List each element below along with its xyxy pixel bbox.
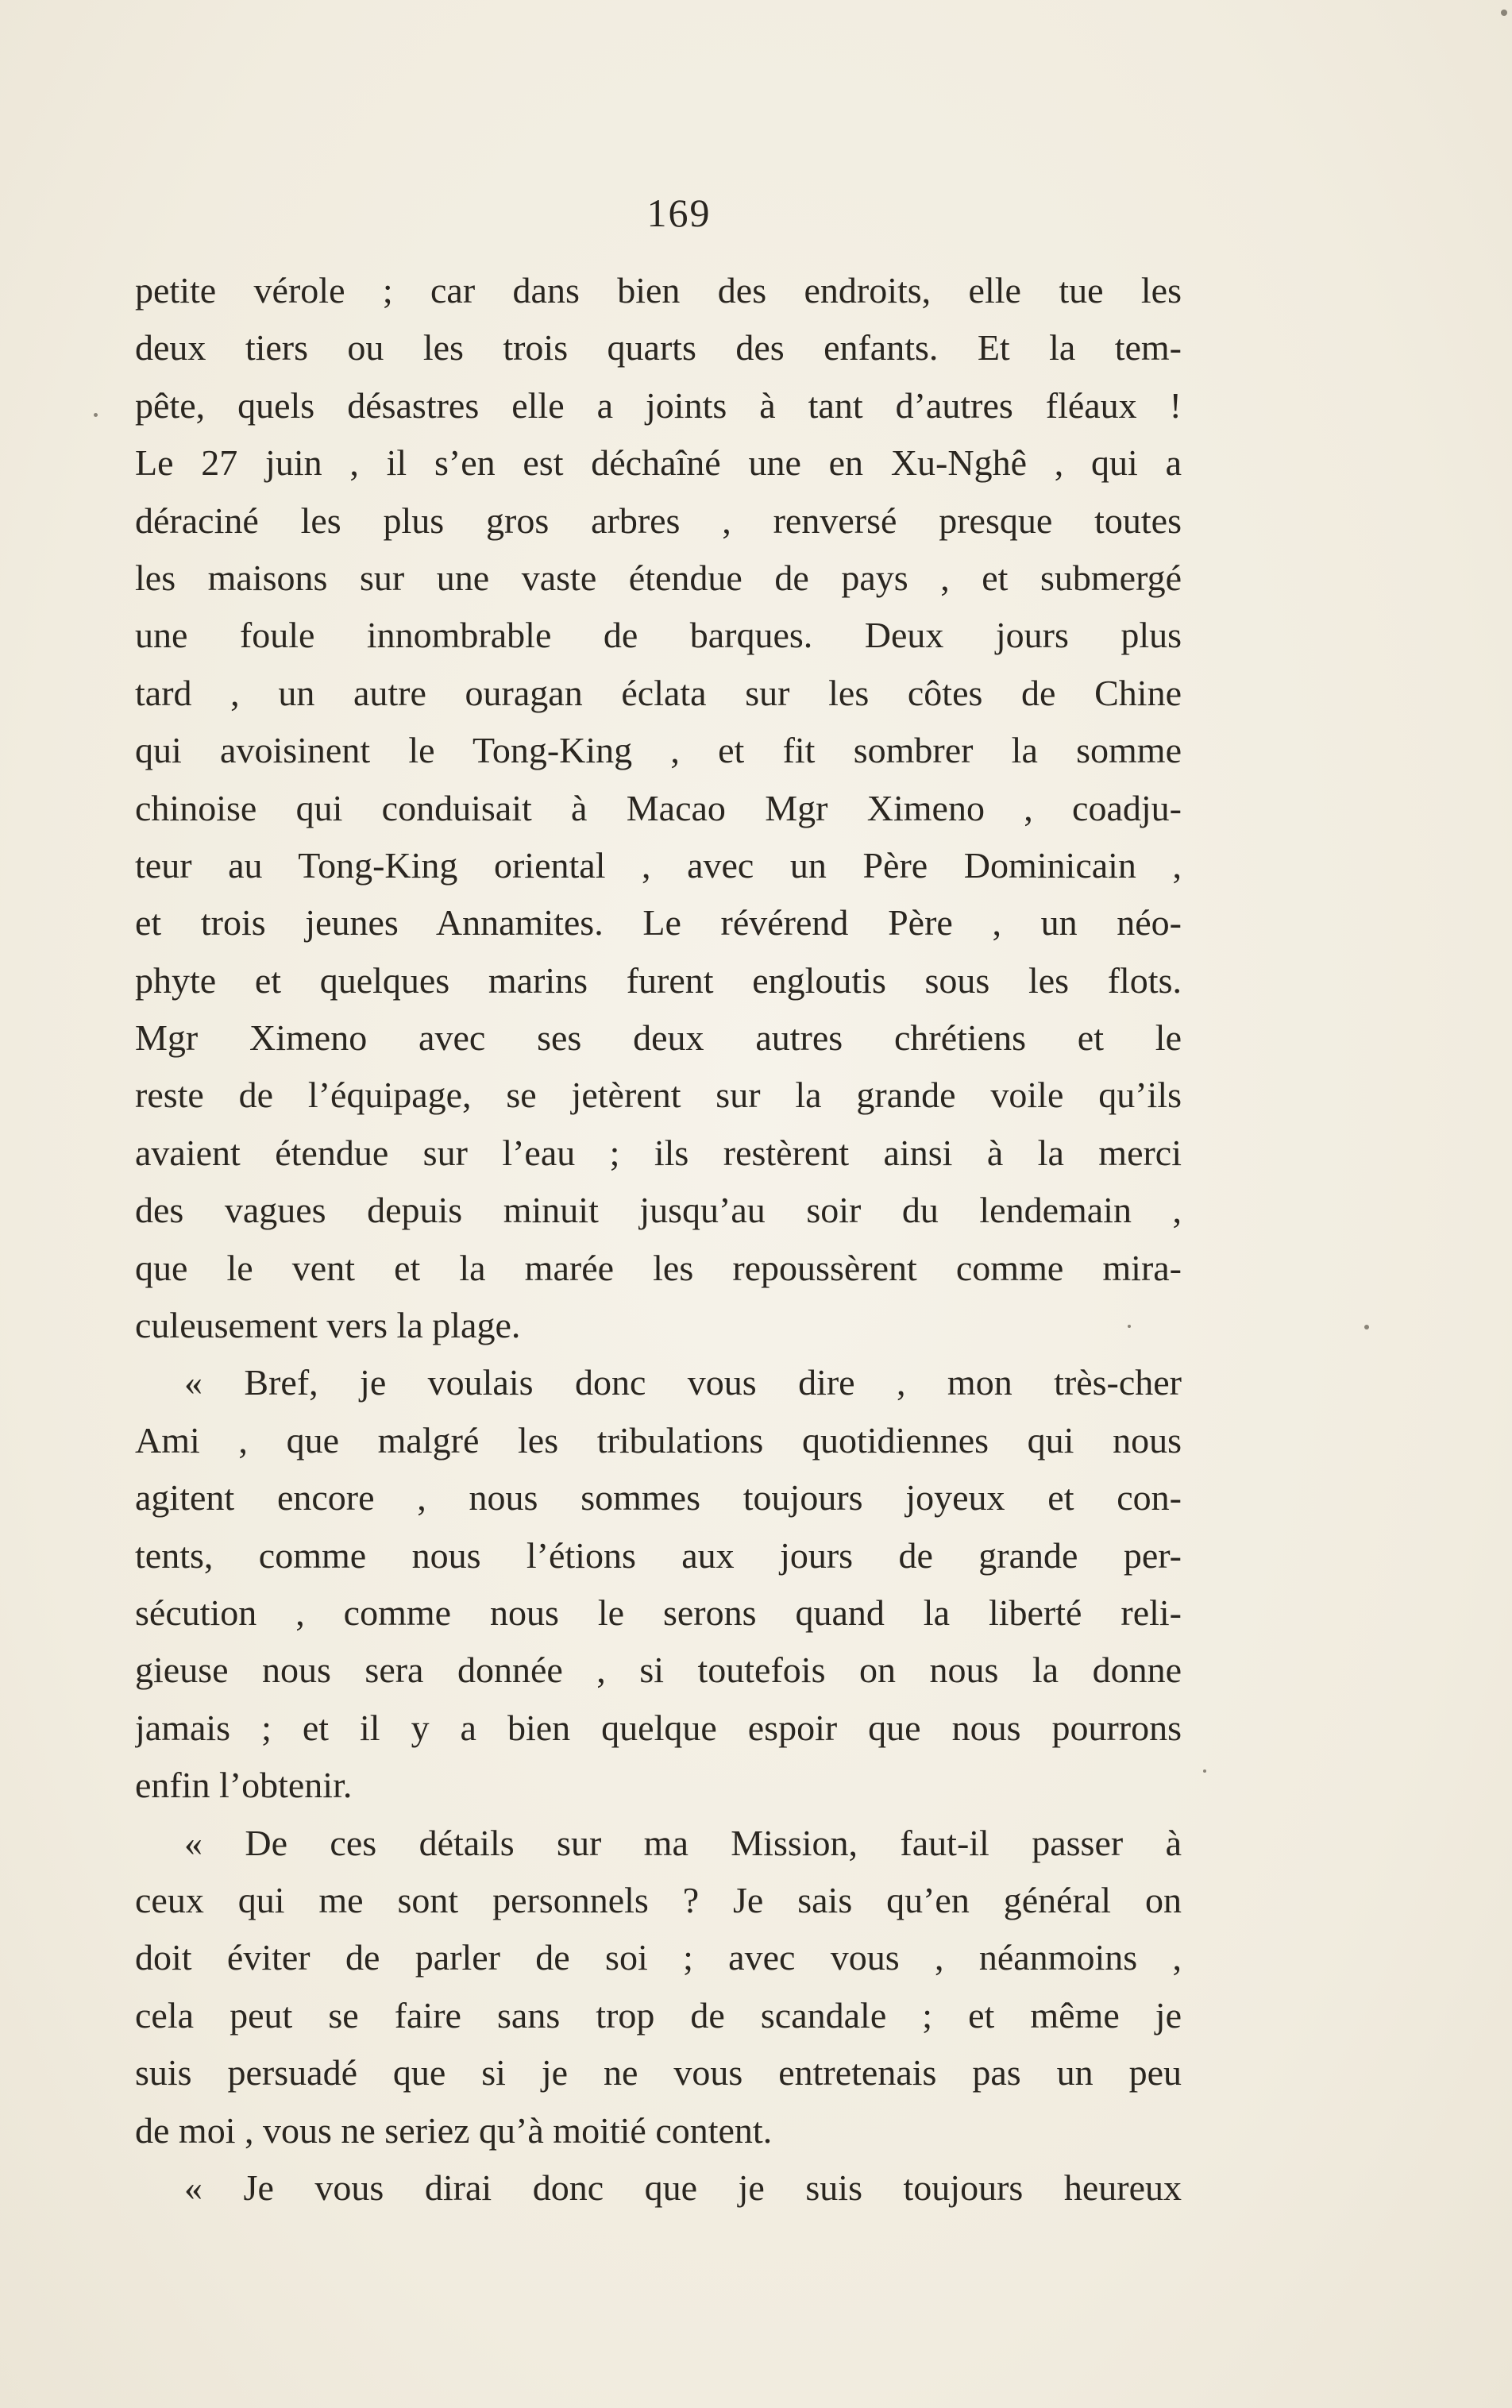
text-line: que le vent et la marée les repoussèrent comme mira- [135,1247,1182,1288]
text-line: pête, quels désastres elle a joints à tant d’autres fléaux ! [135,384,1182,426]
text-line: tard , un autre ouragan éclata sur les côtes de Chine [135,672,1182,713]
text-line: « Bref, je voulais donc vous dire , mon très-cher [184,1362,1182,1403]
page-number: 169 [646,191,712,235]
text-line: chinoise qui conduisait à Macao Mgr Ximeno , coadju- [135,787,1182,828]
text-line: culeusement vers la plage. [135,1305,521,1346]
text-line: « Je vous dirai donc que je suis toujours heureux [184,2167,1182,2208]
text-line: gieuse nous sera donnée , si toutefois on nous la donne [135,1650,1182,1691]
text-line: ceux qui me sont personnels ? Je sais qu’en général on [135,1879,1182,1920]
text-line: déraciné les plus gros arbres , renversé presque toutes [135,500,1182,541]
text-line: qui avoisinent le Tong-King , et fit sombrer la somme [135,730,1182,771]
text-line: agitent encore , nous sommes toujours joyeux et con- [135,1477,1182,1519]
body-text [135,262,1182,2217]
scan-speck [1364,1325,1369,1329]
scan-speck [1203,1769,1206,1773]
text-line: cela peut se faire sans trop de scandale ; et même je [135,1994,1182,2036]
text-line: Ami , que malgré les tribulations quotidiennes qui nous [135,1419,1182,1461]
text-line: les maisons sur une vaste étendue de pays , et submergé [135,557,1182,598]
scan-speck [1128,1325,1131,1328]
text-line: enfin l’obtenir. [135,1765,353,1806]
text-line: une foule innombrable de barques. Deux jours plus [135,615,1182,656]
text-line: deux tiers ou les trois quarts des enfants. Et la tem- [135,327,1182,369]
text-line: Mgr Ximeno avec ses deux autres chrétiens et le [135,1017,1182,1059]
text-line: phyte et quelques marins furent engloutis sous les flots. [135,959,1182,1001]
text-line: tents, comme nous l’étions aux jours de grande per- [135,1534,1182,1576]
text-line: jamais ; et il y a bien quelque espoir que nous pourrons [135,1707,1182,1748]
text-line: « De ces détails sur ma Mission, faut-il passer à [184,1822,1182,1863]
scan-speck [94,413,98,417]
scan-speck [1501,10,1507,16]
text-line: petite vérole ; car dans bien des endroits, elle tue les [135,270,1182,311]
text-line: des vagues depuis minuit jusqu’au soir du lendemain , [135,1190,1182,1231]
text-line: reste de l’équipage, se jetèrent sur la grande voile qu’ils [135,1075,1182,1116]
text-line: et trois jeunes Annamites. Le révérend Père , un néo- [135,902,1182,944]
text-line: avaient étendue sur l’eau ; ils restèrent ainsi à la merci [135,1132,1182,1173]
text-line: suis persuadé que si je ne vous entretenais pas un peu [135,2052,1182,2093]
text-line: sécution , comme nous le serons quand la liberté reli- [135,1592,1182,1633]
text-line: de moi , vous ne seriez qu’à moitié content. [135,2109,773,2151]
text-line: Le 27 juin , il s’en est déchaîné une en Xu-Nghê , qui a [135,442,1182,484]
text-line: doit éviter de parler de soi ; avec vous , néanmoins , [135,1937,1182,1978]
text-line: teur au Tong-King oriental , avec un Père Dominicain , [135,844,1182,886]
